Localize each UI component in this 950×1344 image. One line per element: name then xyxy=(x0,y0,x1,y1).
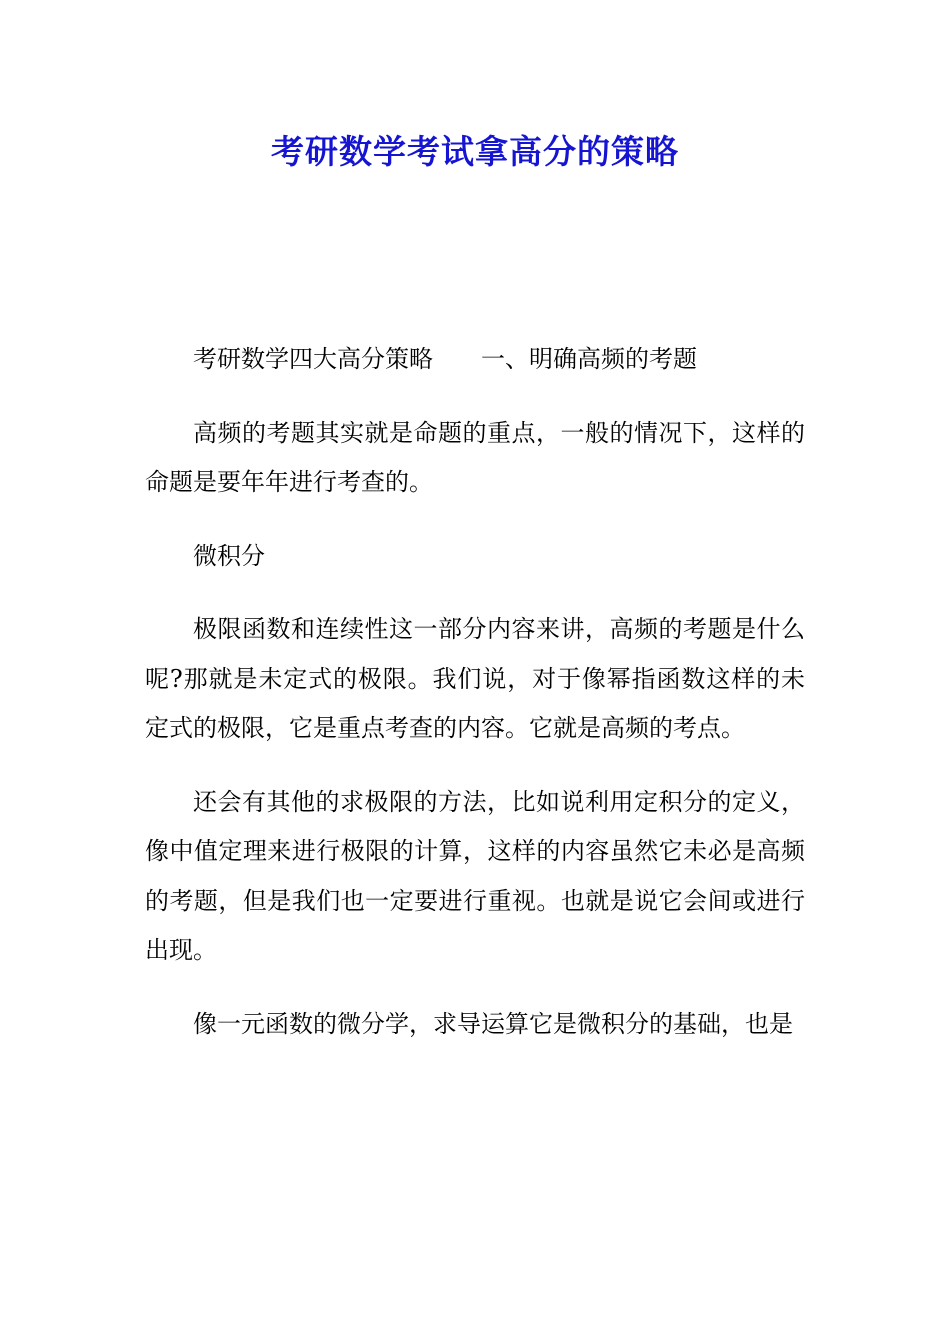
paragraph-strategies-heading xyxy=(145,335,805,385)
section-heading-strategies: 考研数学四大高分策略 xyxy=(193,345,433,373)
section-heading-high-frequency: 一、明确高频的考题 xyxy=(481,345,697,373)
paragraph-other-methods: 还会有其他的求极限的方法，比如说利用定积分的定义，像中值定理来进行极限的计算，这样的内容虽然它未必是高频的考题，但是我们也一定要进行重视。也就是说它会间或进行出现。 xyxy=(145,787,805,964)
page-title: 考研数学考试拿高分的策略 xyxy=(271,132,679,171)
document-body xyxy=(145,335,805,1049)
paragraph-calculus-label: 微积分 xyxy=(193,541,265,570)
paragraph-differential: 像一元函数的微分学，求导运算它是微积分的基础，也是 xyxy=(193,1009,793,1038)
paragraph-high-frequency-intro: 高频的考题其实就是命题的重点，一般的情况下，这样的命题是要年年进行考查的。 xyxy=(145,418,805,496)
paragraph-limits: 极限函数和连续性这一部分内容来讲，高频的考题是什么呢?那就是未定式的极限。我们说，对于像幂指函数这样的未定式的极限，它是重点考查的内容。它就是高频的考点。 xyxy=(145,615,805,742)
